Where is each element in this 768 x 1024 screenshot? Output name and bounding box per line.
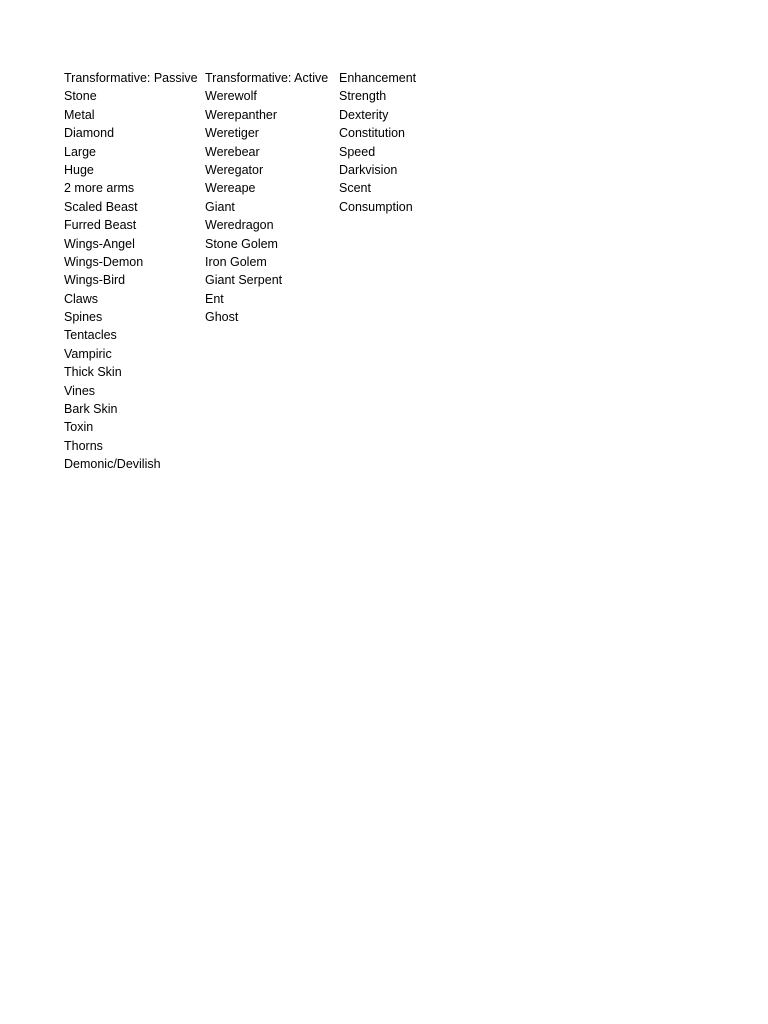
cell[interactable]: Bark Skin [64,402,118,417]
cell[interactable]: Stone [64,89,97,104]
cell[interactable]: Werepanther [205,107,278,122]
cell[interactable]: Huge [64,162,94,177]
spreadsheet [64,69,449,474]
cell[interactable]: Large [64,144,96,159]
cell[interactable]: Furred Beast [64,218,137,233]
column-transformative-passive [64,69,205,474]
cell[interactable]: Thorns [64,438,103,453]
column-transformative-active [205,69,339,474]
cell[interactable]: Stone Golem [205,236,278,251]
cell[interactable]: Dexterity [339,107,389,122]
cell[interactable]: Wings-Demon [64,254,144,269]
cell[interactable]: Wings-Bird [64,273,126,288]
column-header[interactable]: Transformative: Passive [64,71,198,85]
column-enhancement [339,69,449,474]
cell[interactable]: Metal [64,107,95,122]
cell[interactable]: Demonic/Devilish [64,457,161,472]
cell[interactable]: Vampiric [64,346,112,361]
cell[interactable]: Diamond [64,126,115,141]
cell[interactable]: Werewolf [205,89,257,104]
cell[interactable]: Weretiger [205,126,259,141]
cell[interactable]: Darkvision [339,162,398,177]
cell[interactable]: Tentacles [64,328,117,343]
cell[interactable]: Constitution [339,126,406,141]
cell[interactable]: Wereape [205,181,256,196]
cell[interactable]: 2 more arms [64,181,135,196]
cell[interactable]: Claws [64,291,99,306]
cell[interactable]: Spines [64,310,103,325]
cell[interactable]: Ghost [205,310,239,325]
cell[interactable]: Werebear [205,144,260,159]
cell[interactable]: Speed [339,144,376,159]
cell[interactable]: Vines [64,383,96,398]
cell[interactable]: Weredragon [205,218,274,233]
cell[interactable]: Weregator [205,162,264,177]
cell[interactable]: Ent [205,291,224,306]
cell[interactable]: Scent [339,181,371,196]
cell[interactable]: Iron Golem [205,254,267,269]
cell[interactable]: Strength [339,89,387,104]
cell[interactable]: Consumption [339,199,413,214]
cell[interactable]: Giant Serpent [205,273,283,288]
cell[interactable]: Scaled Beast [64,199,138,214]
column-header[interactable]: Transformative: Active [205,71,329,85]
cell[interactable]: Toxin [64,420,94,435]
column-header[interactable]: Enhancement [339,71,417,85]
cell[interactable]: Thick Skin [64,365,122,380]
cell[interactable]: Giant [205,199,235,214]
cell[interactable]: Wings-Angel [64,236,135,251]
